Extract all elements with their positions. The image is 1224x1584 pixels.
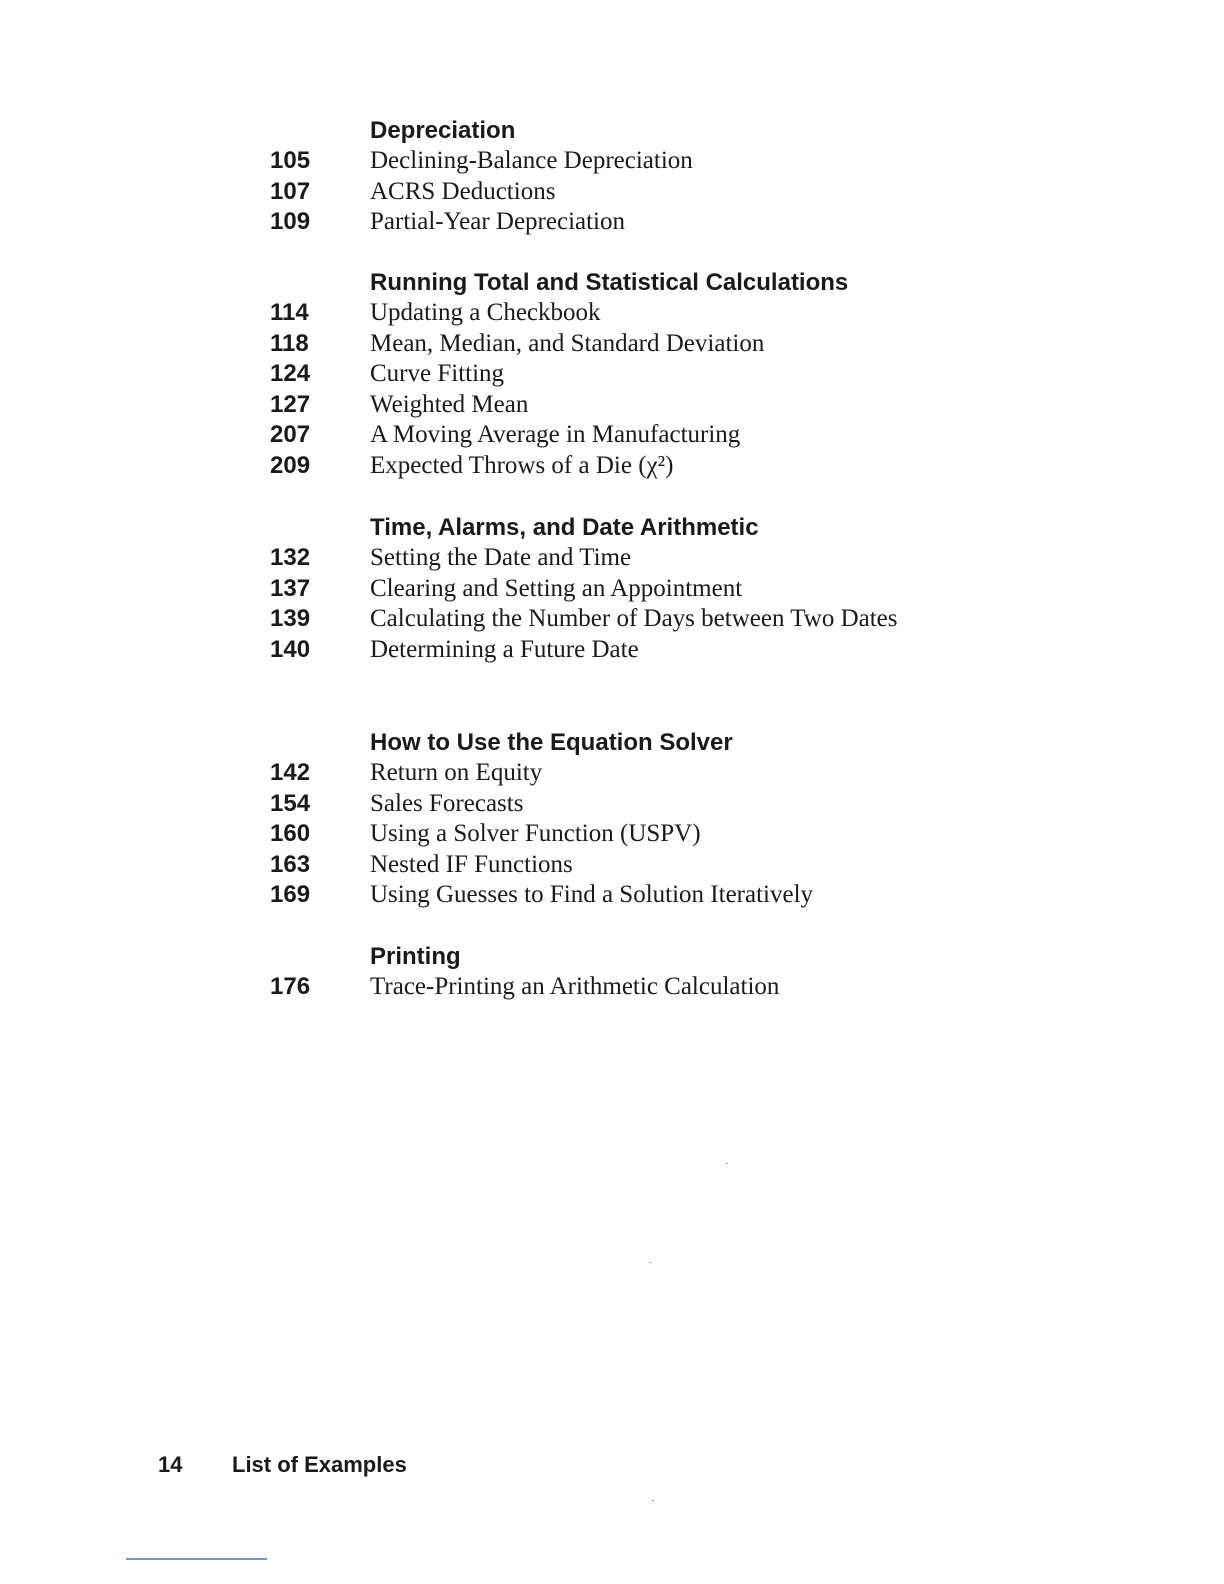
example-page-number: 118 (270, 329, 309, 357)
example-page-number: 207 (270, 421, 311, 449)
footer-page-number: 14 (158, 1452, 183, 1477)
example-page-number: 132 (270, 544, 311, 571)
page-footer (158, 1451, 407, 1479)
example-title: Using a Solver Function (USPV) (370, 820, 701, 848)
section-time-alarms (270, 513, 950, 665)
example-title: Clearing and Setting an Appointment (370, 574, 743, 602)
list-item (270, 972, 950, 1003)
section-title: Printing (370, 943, 461, 970)
list-item (270, 543, 950, 574)
scan-speck (726, 1163, 728, 1164)
section-depreciation (270, 116, 950, 238)
section-title: Running Total and Statistical Calculations (370, 269, 849, 296)
list-item (270, 574, 950, 605)
bottom-rule (126, 1558, 267, 1560)
example-page-number: 142 (270, 759, 311, 786)
example-title: Curve Fitting (370, 360, 505, 388)
list-item (270, 850, 950, 881)
example-title: A Moving Average in Manufacturing (370, 421, 741, 449)
example-page-number: 139 (270, 605, 311, 633)
example-page-number: 154 (270, 789, 311, 817)
list-item (270, 819, 950, 850)
list-item (270, 420, 950, 451)
section-title: Depreciation (370, 117, 516, 144)
example-title: Declining-Balance Depreciation (370, 147, 693, 174)
section-title: How to Use the Equation Solver (370, 729, 733, 756)
example-title: Partial-Year Depreciation (370, 208, 626, 236)
scan-speck (652, 1500, 654, 1501)
example-page-number: 176 (270, 973, 311, 1000)
scan-speck (649, 1262, 651, 1263)
example-page-number: 107 (270, 177, 311, 205)
example-page-number: 127 (270, 390, 311, 418)
example-title: Calculating the Number of Days between Two Dates (370, 605, 898, 633)
list-item (270, 177, 950, 208)
example-title: Trace-Printing an Arithmetic Calculation (370, 973, 780, 1000)
list-item (270, 451, 950, 482)
list-item (270, 390, 950, 421)
section-running-total (270, 268, 950, 482)
example-title: Return on Equity (370, 759, 543, 786)
example-page-number: 160 (270, 820, 311, 848)
example-title: Updating a Checkbook (370, 299, 601, 326)
example-title: Using Guesses to Find a Solution Iteratively (370, 881, 814, 909)
example-page-number: 114 (270, 299, 309, 326)
section-title: Time, Alarms, and Date Arithmetic (370, 514, 759, 541)
list-item (270, 604, 950, 635)
example-page-number: 109 (270, 208, 311, 236)
footer-running-title: List of Examples (232, 1452, 407, 1477)
example-title: Mean, Median, and Standard Deviation (370, 329, 765, 357)
example-page-number: 163 (270, 850, 311, 878)
list-item (270, 146, 950, 177)
example-title: ACRS Deductions (370, 177, 556, 205)
example-page-number: 124 (270, 360, 311, 388)
example-page-number: 140 (270, 635, 311, 663)
example-title: Weighted Mean (370, 390, 529, 418)
list-item (270, 298, 950, 329)
example-page-number: 137 (270, 574, 311, 602)
example-page-number: 169 (270, 881, 311, 909)
list-item (270, 359, 950, 390)
list-item (270, 758, 950, 789)
example-title: Nested IF Functions (370, 850, 573, 878)
section-printing (270, 942, 950, 1003)
example-page-number: 105 (270, 147, 311, 174)
example-title: Sales Forecasts (370, 789, 524, 817)
list-item (270, 635, 950, 666)
list-item (270, 880, 950, 911)
list-item (270, 329, 950, 360)
example-title: Setting the Date and Time (370, 544, 632, 571)
example-title: Expected Throws of a Die (χ²) (370, 451, 674, 479)
list-item (270, 789, 950, 820)
example-title: Determining a Future Date (370, 635, 639, 663)
example-page-number: 209 (270, 451, 311, 479)
section-equation-solver (270, 728, 950, 911)
list-item (270, 207, 950, 238)
